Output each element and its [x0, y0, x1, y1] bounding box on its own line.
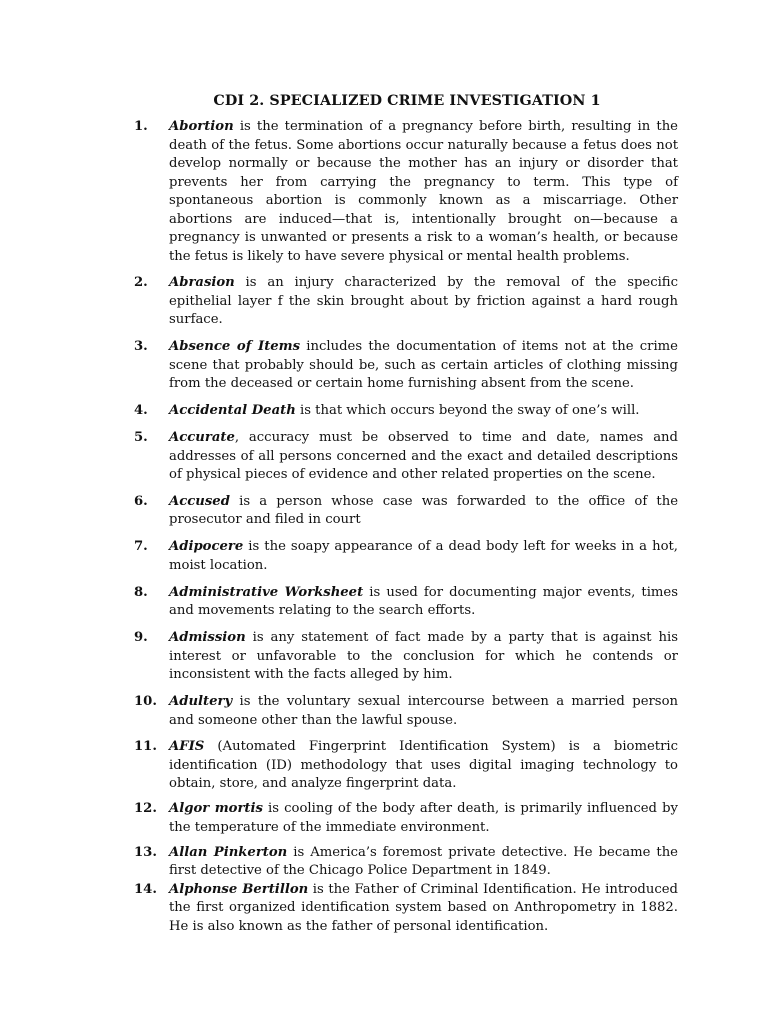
item-term: AFIS — [169, 739, 205, 755]
item-number: 3. — [134, 339, 148, 355]
item-term: Absence of Items — [169, 339, 301, 355]
item-number: 7. — [134, 539, 148, 555]
item-number: 9. — [134, 630, 148, 646]
item-text: is the soapy appearance of a dead body left for weeks in a hot, moist location. — [169, 539, 678, 573]
item-term: Allan Pinkerton — [169, 844, 288, 860]
item-term: Adultery — [169, 694, 233, 710]
item-term: Alphonse Bertillon — [169, 881, 309, 897]
item-term: Abortion — [169, 119, 234, 134]
item-text: is a person whose case was forwarded to the office of the prosecutor and filed in court — [169, 493, 678, 528]
definition-item — [134, 800, 678, 837]
item-number: 5. — [134, 430, 148, 446]
item-number: 12. — [134, 801, 157, 817]
definition-item — [134, 584, 678, 621]
item-number: 1. — [134, 119, 148, 134]
item-text: (Automated Fingerprint Identification System) is a biometric identification (ID) methodology that uses digital imaging technology to obtain, store, and analyze fingerprint data. — [169, 739, 678, 792]
item-term: Abrasion — [169, 275, 235, 291]
item-term: Accused — [169, 493, 230, 509]
item-number: 4. — [134, 403, 148, 419]
definition-item — [134, 881, 678, 937]
definition-item — [134, 844, 678, 881]
item-text: is cooling of the body after death, is primarily influenced by the temperature of the immediate environment. — [169, 801, 678, 835]
item-text: includes the documentation of items not at the crime scene that probably should be, such as certain articles of clothing missing from the deceased or certain home furnishing absent from the scene. — [169, 339, 678, 392]
definition-item — [134, 693, 678, 730]
item-text: is any statement of fact made by a party that is against his interest or unfavorable to the conclusion for which he contends or inconsistent with the facts alleged by him. — [169, 630, 678, 683]
item-term: Accidental Death — [169, 403, 296, 419]
definition-item — [134, 338, 678, 394]
item-text: is that which occurs beyond the sway of one’s will. — [295, 403, 640, 419]
item-term: Administrative Worksheet — [169, 584, 364, 600]
item-term: Admission — [169, 630, 246, 646]
definition-item — [134, 629, 678, 685]
definition-item — [134, 738, 678, 794]
definition-list — [134, 118, 678, 945]
item-text: is used for documenting major events, times and movements relating to the search efforts. — [169, 584, 678, 619]
item-number: 2. — [134, 275, 148, 291]
item-text: is America’s foremost private detective. He became the first detective of the Chicago Police Department in 1849. — [169, 844, 678, 879]
item-text: is the Father of Criminal Identification. He introduced the first organized identification system based on Anthropometry in 1882. He is also known as the father of personal identification. — [169, 881, 678, 934]
definition-item — [134, 118, 678, 266]
item-term: Accurate — [169, 430, 235, 446]
definition-item — [134, 493, 678, 530]
definition-item — [134, 429, 678, 485]
item-term: Adipocere — [169, 539, 244, 555]
item-number: 6. — [134, 493, 148, 509]
item-text: , accuracy must be observed to time and date, names and addresses of all persons concerned and the exact and detailed descriptions of physical pieces of evidence and other related properties on the scene. — [169, 430, 678, 483]
item-number: 11. — [134, 739, 157, 755]
definition-item — [134, 538, 678, 575]
definition-item — [134, 274, 678, 330]
item-number: 8. — [134, 584, 148, 600]
item-number: 10. — [134, 694, 157, 710]
item-number: 13. — [134, 844, 157, 860]
document-title: CDI 2. SPECIALIZED CRIME INVESTIGATION 1 — [213, 93, 601, 109]
item-text: is an injury characterized by the removal of the specific epithelial layer f the skin brought about by friction against a hard rough surface. — [169, 275, 678, 328]
item-text: is the voluntary sexual intercourse between a married person and someone other than the lawful spouse. — [169, 694, 678, 728]
item-number: 14. — [134, 881, 157, 897]
item-term: Algor mortis — [169, 801, 263, 817]
definition-item — [134, 402, 678, 421]
item-text: is the termination of a pregnancy before birth, resulting in the death of the fetus. Some abortions occur naturally because a fetus does not develop normally or because the mother has an injury or disorder that prevents her from carrying the pregnancy to term. This type of spontaneous abortion is commonly known as a miscarriage. Other abortions are induced—that is, intentionally brought on—because a pregnancy is unwanted or presents a risk to a woman’s health, or because the fetus is likely to have severe physical or mental health problems. — [169, 119, 678, 264]
